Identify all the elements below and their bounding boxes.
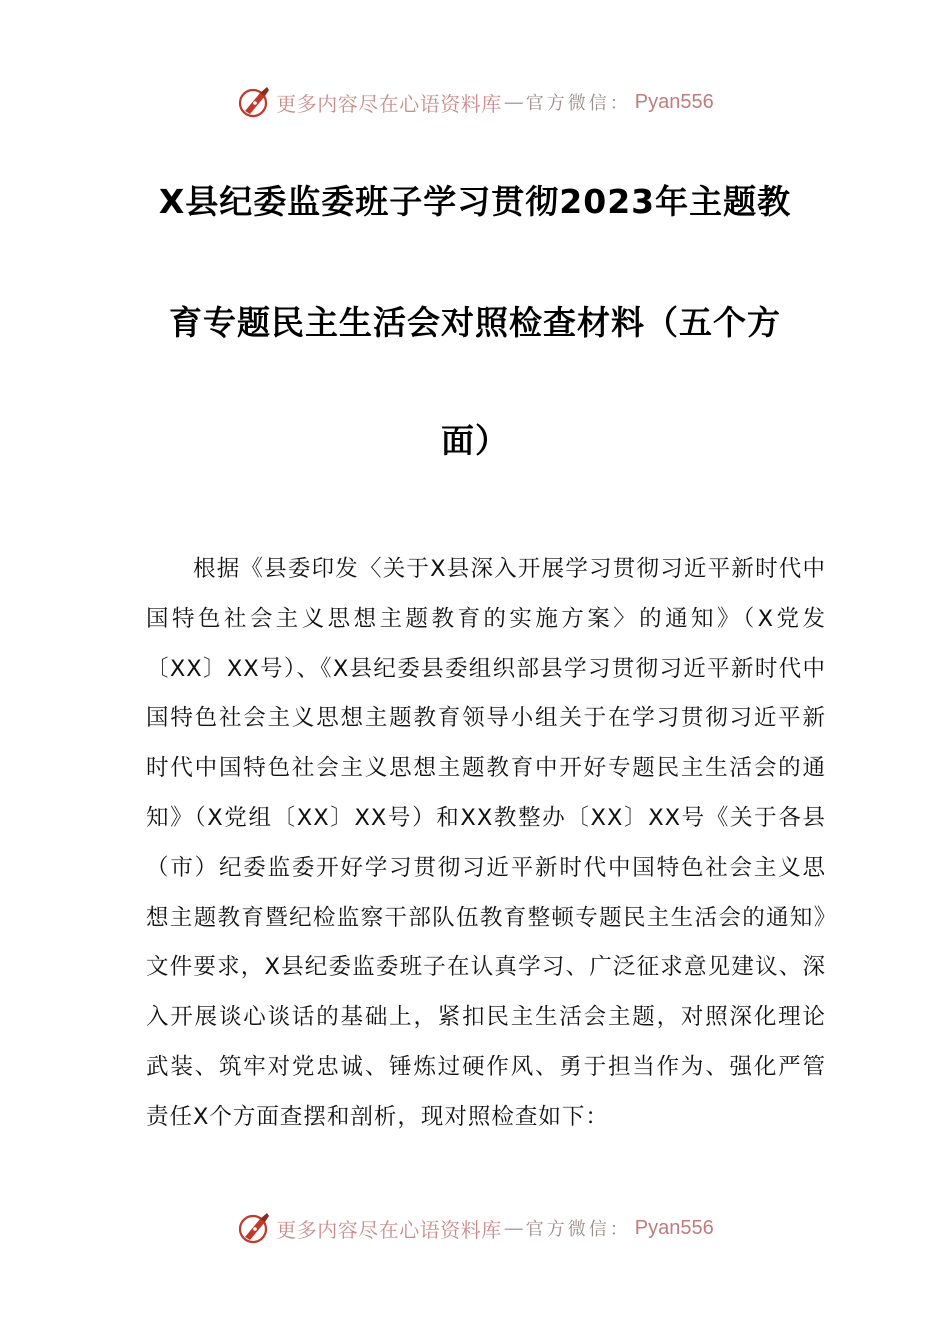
header-watermark: [0, 82, 950, 122]
pen-nib-logo-icon: [236, 84, 272, 120]
watermark-text: 更多内容尽在心语资料库: [276, 1217, 502, 1242]
wechat-id: Pyan556: [634, 90, 714, 113]
watermark-dash: —: [503, 1216, 524, 1240]
body-paragraph: 根据《县委印发〈关于X县深入开展学习贯彻习近平新时代中国特色社会主义思想主题教育的实施方案〉的通知》（X党发〔XX〕XX号）、《X县纪委县委组织部县学习贯彻习近平新时代中国特色社会主义思想主题教育领导小组关于在学习贯彻习近平新时代中国特色社会主义思想主题教育中开好专题民主生活会的通知》（X党组〔XX〕XX号）和XX教整办〔XX〕XX号《关于各县（市）纪委监委开好学习贯彻习近平新时代中国特色社会主义思想主题教育暨纪检监察干部队伍教育整顿专题民主生活会的通知》文件要求，X县纪委监委班子在认真学习、广泛征求意见建议、深入开展谈心谈话的基础上，紧扣民主生活会主题，对照深化理论武装、筑牢对党忠诚、锤炼过硬作风、勇于担当作为、强化严管责任X个方面查摆和剖析，现对照检查如下：: [146, 556, 826, 1130]
wechat-id: Pyan556: [634, 1216, 714, 1239]
watermark-text: 更多内容尽在心语资料库: [276, 91, 502, 116]
document-title-line-2: 育专题民主生活会对照检查材料（五个方: [169, 303, 781, 342]
wechat-label: 官方微信：: [525, 1219, 631, 1240]
wechat-label: 官方微信：: [525, 93, 631, 114]
document-title-line-1: X县纪委监委班子学习贯彻2023年主题教: [158, 182, 792, 221]
watermark-dash: —: [503, 90, 524, 114]
footer-watermark: [0, 1208, 950, 1248]
document-title-line-3: 面）: [441, 421, 509, 460]
pen-nib-logo-icon: [236, 1210, 272, 1246]
